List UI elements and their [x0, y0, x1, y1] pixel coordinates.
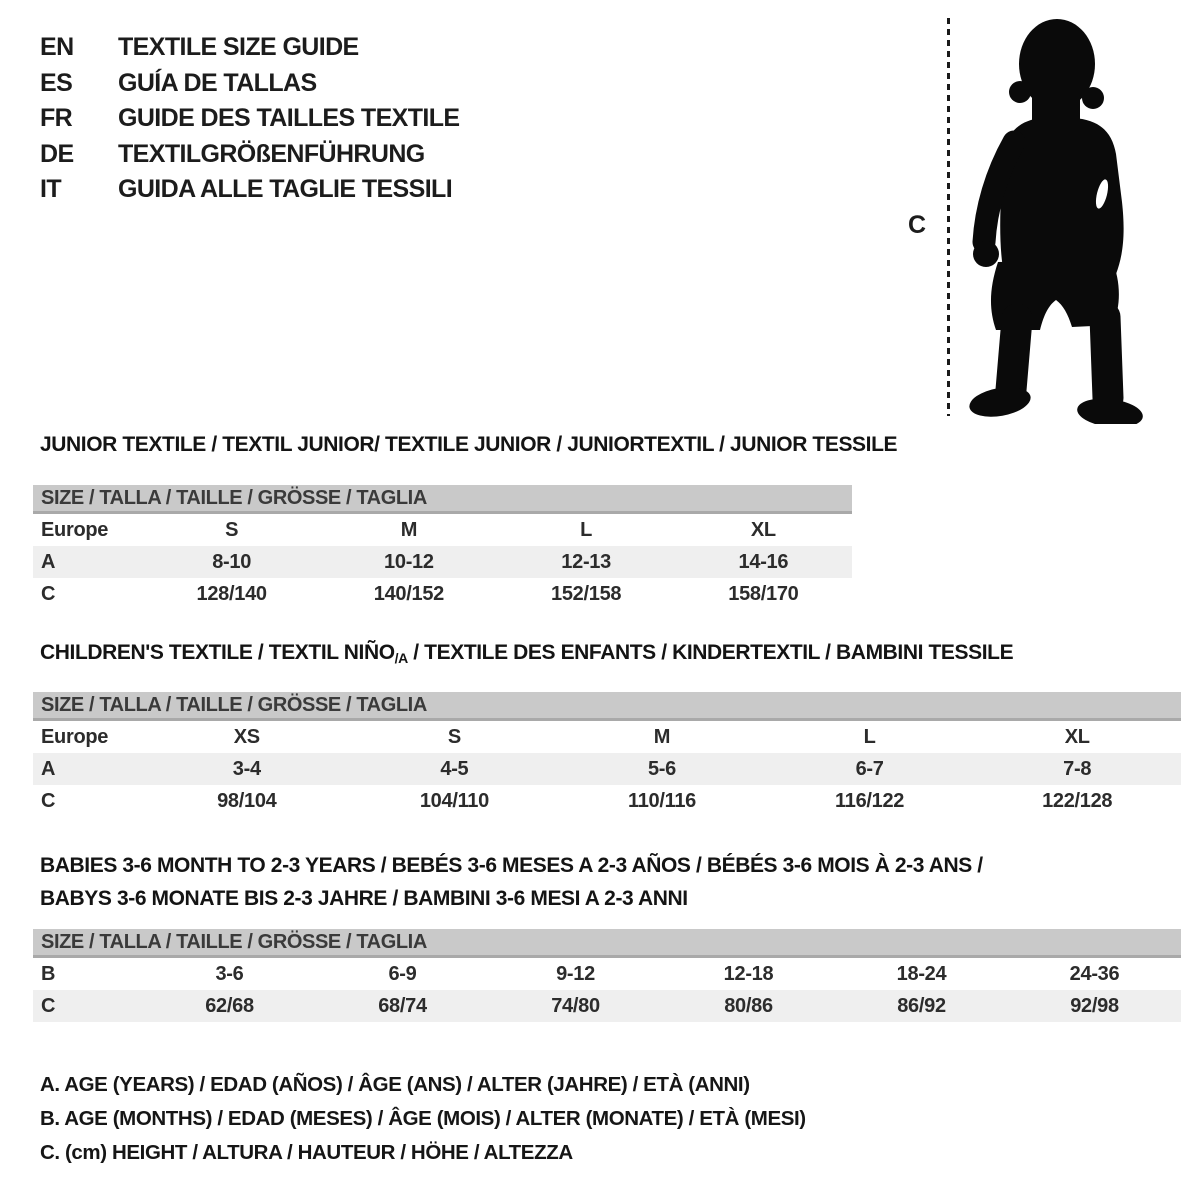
leg-right — [1105, 317, 1108, 398]
row-label: C — [41, 582, 56, 605]
value-cell: 6-7 — [855, 757, 884, 780]
value-cell: 24-36 — [1069, 962, 1120, 985]
junior-section-title: JUNIOR TEXTILE / TEXTIL JUNIOR/ TEXTILE JUNIOR / JUNIORTEXTIL / JUNIOR TESSILE — [40, 433, 898, 456]
value-cell: 152/158 — [551, 582, 622, 605]
row-label: B — [41, 962, 56, 985]
size-cell: XS — [233, 725, 260, 748]
value-cell: 3-6 — [215, 962, 244, 985]
value-cell: 3-4 — [232, 757, 261, 780]
size-cell: XL — [750, 518, 776, 541]
legend-line-a: A. AGE (YEARS) / EDAD (AÑOS) / ÂGE (ANS) / ALTER (JAHRE) / ETÀ (ANNI) — [40, 1073, 750, 1096]
value-cell: 158/170 — [728, 582, 799, 605]
lang-code: ES — [40, 68, 73, 97]
value-cell: 92/98 — [1070, 994, 1119, 1017]
children-section-title — [40, 641, 1013, 666]
value-cell: 4-5 — [440, 757, 469, 780]
lang-row-de — [40, 137, 460, 173]
lang-code: EN — [40, 33, 74, 62]
value-cell: 86/92 — [897, 994, 946, 1017]
row-label: C — [41, 994, 56, 1017]
measurement-legend — [40, 1068, 806, 1170]
value-cell: 80/86 — [724, 994, 773, 1017]
lang-label: GUÍA DE TALLAS — [118, 68, 317, 97]
lang-row-es — [40, 66, 460, 102]
value-cell: 116/122 — [835, 789, 905, 812]
title-line-1: BABIES 3-6 MONTH TO 2-3 YEARS / BEBÉS 3-6 MESES A 2-3 AÑOS / BÉBÉS 3-6 MOIS À 2-3 ANS / — [40, 854, 983, 877]
babies-size-table — [33, 929, 1181, 1022]
size-header-band: SIZE / TALLA / TAILLE / GRÖSSE / TAGLIA — [33, 929, 1181, 958]
legend-line-c: C. (cm) HEIGHT / ALTURA / HAUTEUR / HÖHE / ALTEZZA — [40, 1141, 573, 1164]
value-cell: 128/140 — [196, 582, 267, 605]
lang-label: TEXTILE SIZE GUIDE — [118, 33, 359, 62]
leg-left — [1011, 319, 1017, 390]
lang-row-it — [40, 172, 460, 208]
lang-label: TEXTILGRÖßENFÜHRUNG — [118, 139, 425, 168]
table-row-months — [33, 958, 1181, 990]
height-measure-label: C — [908, 211, 927, 239]
title-subscript: /A — [394, 650, 408, 666]
hand-left — [973, 241, 999, 267]
title-line-2: BABYS 3-6 MONATE BIS 2-3 JAHRE / BAMBINI 3-6 MESI A 2-3 ANNI — [40, 887, 688, 910]
value-cell: 74/80 — [551, 994, 600, 1017]
table-row-europe — [33, 514, 852, 546]
lang-code: DE — [40, 139, 74, 168]
lang-code: FR — [40, 104, 73, 133]
size-cell: XL — [1064, 725, 1090, 748]
value-cell: 122/128 — [1042, 789, 1113, 812]
table-row-height — [33, 785, 1181, 817]
size-cell: L — [580, 518, 593, 541]
lang-code: IT — [40, 175, 62, 204]
lang-label: GUIDE DES TAILLES TEXTILE — [118, 104, 460, 133]
table-row-height — [33, 578, 852, 610]
language-heading-list — [40, 30, 460, 208]
value-cell: 62/68 — [205, 994, 254, 1017]
size-cell: S — [225, 518, 239, 541]
value-cell: 104/110 — [419, 789, 489, 812]
value-cell: 12-13 — [561, 550, 611, 573]
row-label: A — [41, 757, 56, 780]
value-cell: 12-18 — [723, 962, 774, 985]
row-label: Europe — [41, 518, 109, 541]
size-cell: L — [863, 725, 876, 748]
value-cell: 18-24 — [896, 962, 947, 985]
value-cell: 8-10 — [212, 550, 252, 573]
value-cell: 9-12 — [556, 962, 595, 985]
size-cell: S — [447, 725, 461, 748]
value-cell: 110/116 — [627, 789, 696, 812]
size-header-band: SIZE / TALLA / TAILLE / GRÖSSE / TAGLIA — [33, 692, 1181, 721]
row-label: A — [41, 550, 56, 573]
value-cell: 140/152 — [373, 582, 444, 605]
value-cell: 7-8 — [1063, 757, 1092, 780]
value-cell: 98/104 — [217, 789, 277, 812]
foot-right — [1076, 395, 1145, 424]
babies-section-title — [40, 849, 983, 915]
size-cell: M — [400, 518, 418, 541]
size-cell: M — [653, 725, 671, 748]
children-size-table — [33, 692, 1181, 817]
size-header-band: SIZE / TALLA / TAILLE / GRÖSSE / TAGLIA — [33, 485, 852, 514]
legend-line-b: B. AGE (MONTHS) / EDAD (MESES) / ÂGE (MOIS) / ALTER (MONATE) / ETÀ (MESI) — [40, 1107, 806, 1130]
value-cell: 6-9 — [388, 962, 417, 985]
lang-label: GUIDA ALLE TAGLIE TESSILI — [118, 175, 453, 204]
row-label: Europe — [41, 725, 109, 748]
lang-row-en — [40, 30, 460, 66]
table-row-height — [33, 990, 1181, 1022]
table-row-europe — [33, 721, 1181, 753]
value-cell: 5-6 — [647, 757, 676, 780]
row-label: C — [41, 789, 56, 812]
junior-size-table — [33, 485, 852, 610]
title-suffix: / TEXTILE DES ENFANTS / KINDERTEXTIL / BAMBINI TESSILE — [407, 641, 1014, 664]
title-prefix: CHILDREN'S TEXTILE / TEXTIL NIÑO — [40, 641, 395, 664]
value-cell: 10-12 — [384, 550, 434, 573]
value-cell: 14-16 — [738, 550, 789, 573]
table-row-age — [33, 753, 1181, 785]
table-row-age — [33, 546, 852, 578]
lang-row-fr — [40, 101, 460, 137]
value-cell: 68/74 — [378, 994, 427, 1017]
toddler-silhouette-image — [960, 14, 1145, 424]
height-dashed-line — [947, 18, 950, 416]
